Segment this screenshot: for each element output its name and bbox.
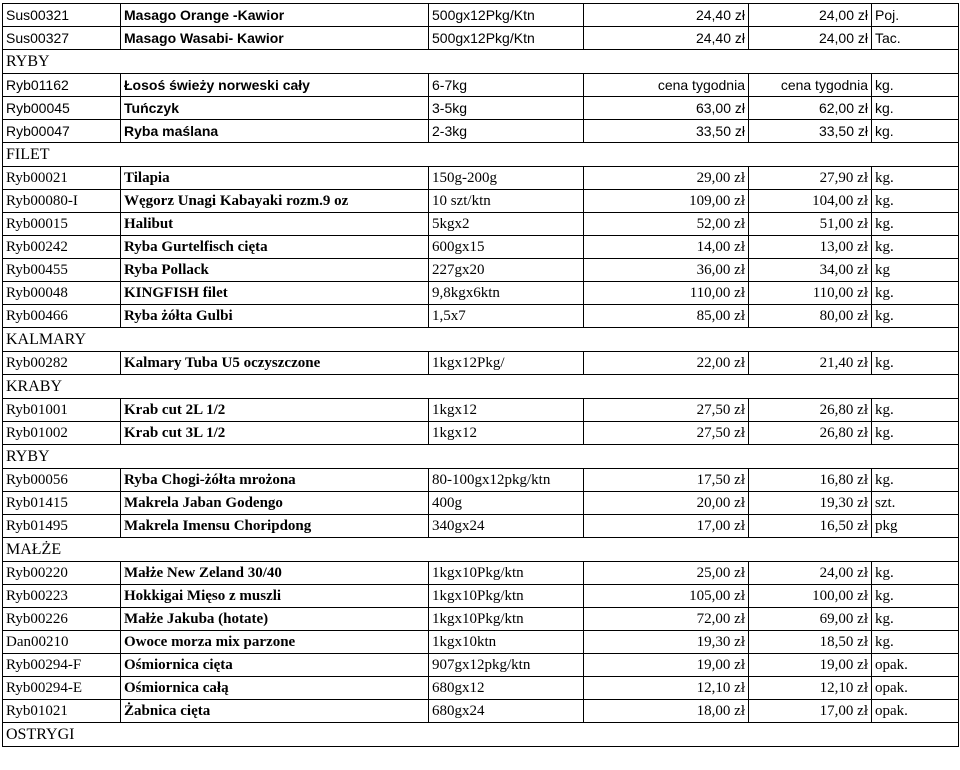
discount-price-cell: 19,00 zł xyxy=(749,654,872,677)
price-cell: 110,00 zł xyxy=(584,282,749,305)
price-cell: 14,00 zł xyxy=(584,236,749,259)
product-code-cell: Ryb00242 xyxy=(3,236,121,259)
product-name-cell: Owoce morza mix parzone xyxy=(121,631,429,654)
product-row xyxy=(3,236,959,259)
package-cell: 150g-200g xyxy=(429,167,584,190)
unit-cell: kg. xyxy=(872,469,959,492)
price-list-body xyxy=(3,4,959,747)
unit-cell: kg. xyxy=(872,190,959,213)
product-name-cell: Węgorz Unagi Kabayaki rozm.9 oz xyxy=(121,190,429,213)
unit-cell: kg. xyxy=(872,74,959,97)
product-row xyxy=(3,120,959,143)
product-code-cell: Ryb00223 xyxy=(3,585,121,608)
product-row xyxy=(3,74,959,97)
section-header-row xyxy=(3,445,959,469)
unit-cell: kg. xyxy=(872,399,959,422)
product-code-cell: Ryb01021 xyxy=(3,700,121,723)
price-cell: 29,00 zł xyxy=(584,167,749,190)
discount-price-cell: 34,00 zł xyxy=(749,259,872,282)
discount-price-cell: 16,50 zł xyxy=(749,515,872,538)
product-name-cell: Kalmary Tuba U5 oczyszczone xyxy=(121,352,429,375)
product-row xyxy=(3,515,959,538)
product-name-cell: Krab cut 3L 1/2 xyxy=(121,422,429,445)
discount-price-cell: 100,00 zł xyxy=(749,585,872,608)
product-row xyxy=(3,469,959,492)
product-code-cell: Ryb00455 xyxy=(3,259,121,282)
product-name-cell: Ryba Gurtelfisch cięta xyxy=(121,236,429,259)
price-cell: 85,00 zł xyxy=(584,305,749,328)
unit-cell: kg. xyxy=(872,352,959,375)
product-code-cell: Ryb00045 xyxy=(3,97,121,120)
price-cell: 18,00 zł xyxy=(584,700,749,723)
product-code-cell: Ryb01415 xyxy=(3,492,121,515)
product-name-cell: Krab cut 2L 1/2 xyxy=(121,399,429,422)
discount-price-cell: 18,50 zł xyxy=(749,631,872,654)
unit-cell: kg. xyxy=(872,585,959,608)
discount-price-cell: 13,00 zł xyxy=(749,236,872,259)
package-cell: 680gx24 xyxy=(429,700,584,723)
price-cell: 19,30 zł xyxy=(584,631,749,654)
product-row xyxy=(3,352,959,375)
unit-cell: kg. xyxy=(872,236,959,259)
product-row xyxy=(3,654,959,677)
discount-price-cell: 69,00 zł xyxy=(749,608,872,631)
product-row xyxy=(3,422,959,445)
price-cell: 52,00 zł xyxy=(584,213,749,236)
package-cell: 2-3kg xyxy=(429,120,584,143)
product-row xyxy=(3,97,959,120)
discount-price-cell: 16,80 zł xyxy=(749,469,872,492)
package-cell: 3-5kg xyxy=(429,97,584,120)
section-header-row xyxy=(3,50,959,74)
unit-cell: kg. xyxy=(872,282,959,305)
package-cell: 600gx15 xyxy=(429,236,584,259)
product-code-cell: Ryb01162 xyxy=(3,74,121,97)
product-row xyxy=(3,305,959,328)
product-code-cell: Ryb00080-I xyxy=(3,190,121,213)
product-code-cell: Ryb00047 xyxy=(3,120,121,143)
discount-price-cell: 17,00 zł xyxy=(749,700,872,723)
product-name-cell: Masago Orange -Kawior xyxy=(121,4,429,27)
price-cell: 19,00 zł xyxy=(584,654,749,677)
product-name-cell: Małże New Zeland 30/40 xyxy=(121,562,429,585)
discount-price-cell: 19,30 zł xyxy=(749,492,872,515)
product-name-cell: Makrela Jaban Godengo xyxy=(121,492,429,515)
product-name-cell: Ryba żółta Gulbi xyxy=(121,305,429,328)
package-cell: 1kgx10ktn xyxy=(429,631,584,654)
discount-price-cell: cena tygodnia xyxy=(749,74,872,97)
product-code-cell: Ryb00226 xyxy=(3,608,121,631)
product-row xyxy=(3,492,959,515)
product-row xyxy=(3,259,959,282)
unit-cell: kg. xyxy=(872,608,959,631)
unit-cell: kg. xyxy=(872,213,959,236)
price-cell: 20,00 zł xyxy=(584,492,749,515)
price-cell: 12,10 zł xyxy=(584,677,749,700)
unit-cell: Tac. xyxy=(872,27,959,50)
unit-cell: kg. xyxy=(872,305,959,328)
discount-price-cell: 27,90 zł xyxy=(749,167,872,190)
discount-price-cell: 24,00 zł xyxy=(749,4,872,27)
package-cell: 907gx12pkg/ktn xyxy=(429,654,584,677)
price-cell: 33,50 zł xyxy=(584,120,749,143)
product-code-cell: Ryb00466 xyxy=(3,305,121,328)
section-header-row xyxy=(3,143,959,167)
discount-price-cell: 104,00 zł xyxy=(749,190,872,213)
product-row xyxy=(3,562,959,585)
product-code-cell: Ryb01002 xyxy=(3,422,121,445)
package-cell: 680gx12 xyxy=(429,677,584,700)
package-cell: 500gx12Pkg/Ktn xyxy=(429,4,584,27)
product-row xyxy=(3,585,959,608)
unit-cell: kg. xyxy=(872,120,959,143)
price-cell: 24,40 zł xyxy=(584,27,749,50)
price-cell: 72,00 zł xyxy=(584,608,749,631)
discount-price-cell: 12,10 zł xyxy=(749,677,872,700)
unit-cell: Poj. xyxy=(872,4,959,27)
unit-cell: kg. xyxy=(872,422,959,445)
discount-price-cell: 24,00 zł xyxy=(749,27,872,50)
unit-cell: kg. xyxy=(872,97,959,120)
price-cell: 27,50 zł xyxy=(584,399,749,422)
product-name-cell: Ośmiornica cięta xyxy=(121,654,429,677)
discount-price-cell: 26,80 zł xyxy=(749,399,872,422)
product-name-cell: Hokkigai Mięso z muszli xyxy=(121,585,429,608)
product-row xyxy=(3,4,959,27)
price-cell: cena tygodnia xyxy=(584,74,749,97)
product-code-cell: Sus00321 xyxy=(3,4,121,27)
product-row xyxy=(3,677,959,700)
price-cell: 63,00 zł xyxy=(584,97,749,120)
product-row xyxy=(3,282,959,305)
section-label: MAŁŻE xyxy=(3,538,959,562)
product-code-cell: Ryb00220 xyxy=(3,562,121,585)
product-row xyxy=(3,700,959,723)
product-row xyxy=(3,631,959,654)
section-label: RYBY xyxy=(3,445,959,469)
discount-price-cell: 51,00 zł xyxy=(749,213,872,236)
unit-cell: kg. xyxy=(872,167,959,190)
product-code-cell: Ryb00294-E xyxy=(3,677,121,700)
product-name-cell: Ryba maślana xyxy=(121,120,429,143)
unit-cell: opak. xyxy=(872,700,959,723)
price-cell: 109,00 zł xyxy=(584,190,749,213)
product-code-cell: Ryb00282 xyxy=(3,352,121,375)
product-code-cell: Ryb00294-F xyxy=(3,654,121,677)
package-cell: 1kgx12Pkg/ xyxy=(429,352,584,375)
discount-price-cell: 33,50 zł xyxy=(749,120,872,143)
section-label: FILET xyxy=(3,143,959,167)
price-cell: 17,50 zł xyxy=(584,469,749,492)
package-cell: 1,5x7 xyxy=(429,305,584,328)
price-cell: 105,00 zł xyxy=(584,585,749,608)
discount-price-cell: 21,40 zł xyxy=(749,352,872,375)
product-code-cell: Ryb00015 xyxy=(3,213,121,236)
product-name-cell: Żabnica cięta xyxy=(121,700,429,723)
discount-price-cell: 62,00 zł xyxy=(749,97,872,120)
section-header-row xyxy=(3,538,959,562)
package-cell: 227gx20 xyxy=(429,259,584,282)
unit-cell: szt. xyxy=(872,492,959,515)
package-cell: 1kgx12 xyxy=(429,422,584,445)
package-cell: 1kgx10Pkg/ktn xyxy=(429,585,584,608)
unit-cell: kg. xyxy=(872,562,959,585)
product-name-cell: Ryba Pollack xyxy=(121,259,429,282)
product-name-cell: Masago Wasabi- Kawior xyxy=(121,27,429,50)
section-label: KALMARY xyxy=(3,328,959,352)
product-code-cell: Ryb01495 xyxy=(3,515,121,538)
discount-price-cell: 26,80 zł xyxy=(749,422,872,445)
discount-price-cell: 24,00 zł xyxy=(749,562,872,585)
product-name-cell: Halibut xyxy=(121,213,429,236)
price-cell: 36,00 zł xyxy=(584,259,749,282)
product-row xyxy=(3,399,959,422)
unit-cell: kg. xyxy=(872,631,959,654)
package-cell: 1kgx10Pkg/ktn xyxy=(429,608,584,631)
product-name-cell: Ryba Chogi-żółta mrożona xyxy=(121,469,429,492)
unit-cell: pkg xyxy=(872,515,959,538)
section-label: RYBY xyxy=(3,50,959,74)
unit-cell: opak. xyxy=(872,654,959,677)
package-cell: 9,8kgx6ktn xyxy=(429,282,584,305)
price-cell: 25,00 zł xyxy=(584,562,749,585)
package-cell: 6-7kg xyxy=(429,74,584,97)
product-code-cell: Ryb00048 xyxy=(3,282,121,305)
package-cell: 500gx12Pkg/Ktn xyxy=(429,27,584,50)
product-name-cell: Tilapia xyxy=(121,167,429,190)
package-cell: 80-100gx12pkg/ktn xyxy=(429,469,584,492)
section-label: KRABY xyxy=(3,375,959,399)
package-cell: 1kgx12 xyxy=(429,399,584,422)
product-code-cell: Ryb01001 xyxy=(3,399,121,422)
product-code-cell: Ryb00056 xyxy=(3,469,121,492)
section-header-row xyxy=(3,723,959,747)
product-code-cell: Ryb00021 xyxy=(3,167,121,190)
product-code-cell: Sus00327 xyxy=(3,27,121,50)
package-cell: 5kgx2 xyxy=(429,213,584,236)
price-cell: 24,40 zł xyxy=(584,4,749,27)
product-row xyxy=(3,27,959,50)
section-header-row xyxy=(3,375,959,399)
package-cell: 400g xyxy=(429,492,584,515)
product-row xyxy=(3,167,959,190)
price-list-table xyxy=(2,3,959,747)
package-cell: 1kgx10Pkg/ktn xyxy=(429,562,584,585)
product-row xyxy=(3,213,959,236)
price-cell: 27,50 zł xyxy=(584,422,749,445)
section-label: OSTRYGI xyxy=(3,723,959,747)
unit-cell: opak. xyxy=(872,677,959,700)
discount-price-cell: 80,00 zł xyxy=(749,305,872,328)
price-cell: 22,00 zł xyxy=(584,352,749,375)
product-name-cell: Małże Jakuba (hotate) xyxy=(121,608,429,631)
product-name-cell: Łosoś świeży norweski cały xyxy=(121,74,429,97)
product-row xyxy=(3,608,959,631)
product-name-cell: Ośmiornica całą xyxy=(121,677,429,700)
product-row xyxy=(3,190,959,213)
package-cell: 340gx24 xyxy=(429,515,584,538)
section-header-row xyxy=(3,328,959,352)
product-code-cell: Dan00210 xyxy=(3,631,121,654)
unit-cell: kg xyxy=(872,259,959,282)
discount-price-cell: 110,00 zł xyxy=(749,282,872,305)
package-cell: 10 szt/ktn xyxy=(429,190,584,213)
product-name-cell: Makrela Imensu Choripdong xyxy=(121,515,429,538)
product-name-cell: Tuńczyk xyxy=(121,97,429,120)
product-name-cell: KINGFISH filet xyxy=(121,282,429,305)
price-cell: 17,00 zł xyxy=(584,515,749,538)
